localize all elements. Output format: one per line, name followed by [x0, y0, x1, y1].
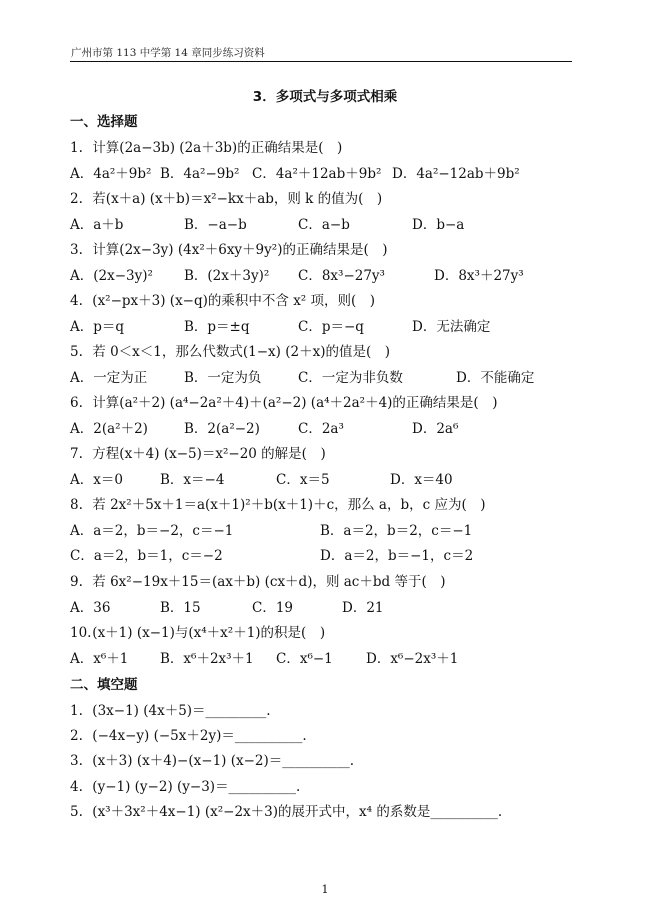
page-number: 1: [321, 883, 329, 896]
question-number: 1.: [70, 140, 83, 156]
option-a: A．4a²＋9b²: [70, 166, 152, 182]
question-stem: 计算(2x−3y) (4x²＋6xy＋9y²)的正确结果是( ): [92, 242, 388, 258]
option-d: D．无法确定: [412, 319, 491, 335]
option-d: D．8x³＋27y³: [434, 268, 524, 284]
option-c: C．x⁶−1: [276, 651, 333, 667]
option-d: D．x＝40: [390, 472, 453, 488]
option-c: C．a−b: [298, 217, 350, 233]
option-b: B．一定为负: [184, 370, 262, 386]
option-d: D．21: [342, 600, 384, 616]
option-d: D．a＝2，b＝−1，c＝2: [320, 548, 474, 564]
option-d: D．2a⁶: [412, 421, 459, 437]
fill-question-5: [70, 800, 502, 820]
page-title: 3．多项式与多项式相乘: [252, 89, 398, 105]
question-stem: 方程(x＋4) (x−5)＝x²−20 的解是( ): [92, 446, 326, 462]
option-c: C．19: [252, 600, 294, 616]
option-d: D．不能确定: [456, 370, 535, 386]
question-number: 7.: [70, 446, 83, 462]
question-4: [70, 289, 375, 309]
question-stem: 计算(a²＋2) (a⁴−2a²＋4)＋(a²−2) (a⁴＋2a²＋4)的正确结果是( ): [92, 395, 498, 411]
question-number: 5.: [70, 804, 83, 820]
option-c: C．一定为非负数: [298, 370, 403, 386]
fill-question-4: [70, 775, 300, 795]
header-rule: [70, 61, 572, 62]
option-b: B．15: [160, 600, 201, 616]
option-c: C．x＝5: [276, 472, 330, 488]
question-text: (−4x−y) (−5x＋2y)＝__________.: [92, 728, 307, 744]
question-2: [70, 187, 382, 207]
fill-question-3: [70, 749, 354, 769]
question-number: 5.: [70, 344, 83, 360]
option-d: D．x⁶−2x³＋1: [366, 651, 459, 667]
option-a: A．x＝0: [70, 472, 123, 488]
page-header: 广州市第 113 中学第 14 章同步练习资料: [71, 47, 265, 59]
question-text: (y−1) (y−2) (y−3)＝__________.: [92, 779, 301, 795]
question-number: 4.: [70, 779, 83, 795]
section-choice-heading: 一、选择题: [70, 114, 138, 130]
question-stem: 若 0＜x＜1，那么代数式(1−x) (2＋x)的值是( ): [92, 344, 390, 360]
question-number: 3.: [70, 242, 83, 258]
question-stem: (x²−px＋3) (x−q)的乘积中不含 x² 项，则( ): [92, 293, 376, 309]
question-8: [70, 493, 486, 513]
question-7: [70, 442, 326, 462]
question-number: 9.: [70, 574, 83, 590]
question-stem: (x＋1) (x−1)与(x⁴＋x²＋1)的积是( ): [92, 625, 326, 641]
option-a: A．36: [70, 600, 111, 616]
question-number: 1.: [70, 703, 83, 719]
question-text: (3x−1) (4x＋5)＝_________.: [92, 703, 271, 719]
option-c: C．a＝2，b＝1，c＝−2: [70, 548, 223, 564]
option-b: B．p＝±q: [184, 319, 250, 335]
question-text: (x³＋3x²＋4x−1) (x²−2x＋3)的展开式中，x⁴ 的系数是__________.: [92, 804, 503, 820]
section-fill-heading: 二、填空题: [70, 677, 138, 693]
question-stem: 若(x＋a) (x＋b)＝x²−kx＋ab，则 k 的值为( ): [92, 191, 383, 207]
question-stem: 计算(2a−3b) (2a＋3b)的正确结果是( ): [92, 140, 343, 156]
question-number: 4.: [70, 293, 83, 309]
question-1: [70, 136, 342, 156]
option-a: A．(2x−3y)²: [70, 268, 153, 284]
question-number: 8.: [70, 497, 83, 513]
question-text: (x＋3) (x＋4)−(x−1) (x−2)＝__________.: [92, 753, 355, 769]
option-d: D．4a²−12ab＋9b²: [392, 166, 520, 182]
option-c: C．2a³: [298, 421, 344, 437]
option-c: C．4a²＋12ab＋9b²: [252, 166, 382, 182]
question-number: 2.: [70, 191, 83, 207]
option-d: D．b−a: [412, 217, 465, 233]
fill-question-2: [70, 724, 307, 744]
question-9: [70, 570, 445, 590]
option-a: A．a＝2，b＝−2，c＝−1: [70, 523, 234, 539]
option-c: C．p＝−q: [298, 319, 364, 335]
question-stem: 若 2x²＋5x＋1＝a(x＋1)²＋b(x＋1)＋c，那么 a，b，c 应为( ): [92, 497, 486, 513]
question-5: [70, 340, 390, 360]
option-a: A．p＝q: [70, 319, 125, 335]
option-b: B．(2x＋3y)²: [184, 268, 270, 284]
option-a: A．x⁶＋1: [70, 651, 129, 667]
option-a: A．2(a²＋2): [70, 421, 148, 437]
question-number: 10.: [70, 625, 92, 641]
question-10: [70, 621, 325, 641]
question-stem: 若 6x²−19x＋15＝(ax＋b) (cx＋d)，则 ac＋bd 等于( ): [92, 574, 446, 590]
option-b: B．x⁶＋2x³＋1: [160, 651, 254, 667]
option-b: B．4a²−9b²: [160, 166, 240, 182]
question-number: 6.: [70, 395, 83, 411]
question-number: 2.: [70, 728, 83, 744]
option-a: A．a＋b: [70, 217, 124, 233]
question-3: [70, 238, 388, 258]
option-b: B．−a−b: [184, 217, 247, 233]
option-a: A．一定为正: [70, 370, 148, 386]
fill-question-1: [70, 699, 271, 719]
question-6: [70, 391, 497, 411]
option-b: B．x＝−4: [160, 472, 225, 488]
option-b: B．2(a²−2): [184, 421, 260, 437]
question-number: 3.: [70, 753, 83, 769]
option-c: C．8x³−27y³: [298, 268, 385, 284]
option-b: B．a＝2，b＝2，c＝−1: [320, 523, 473, 539]
